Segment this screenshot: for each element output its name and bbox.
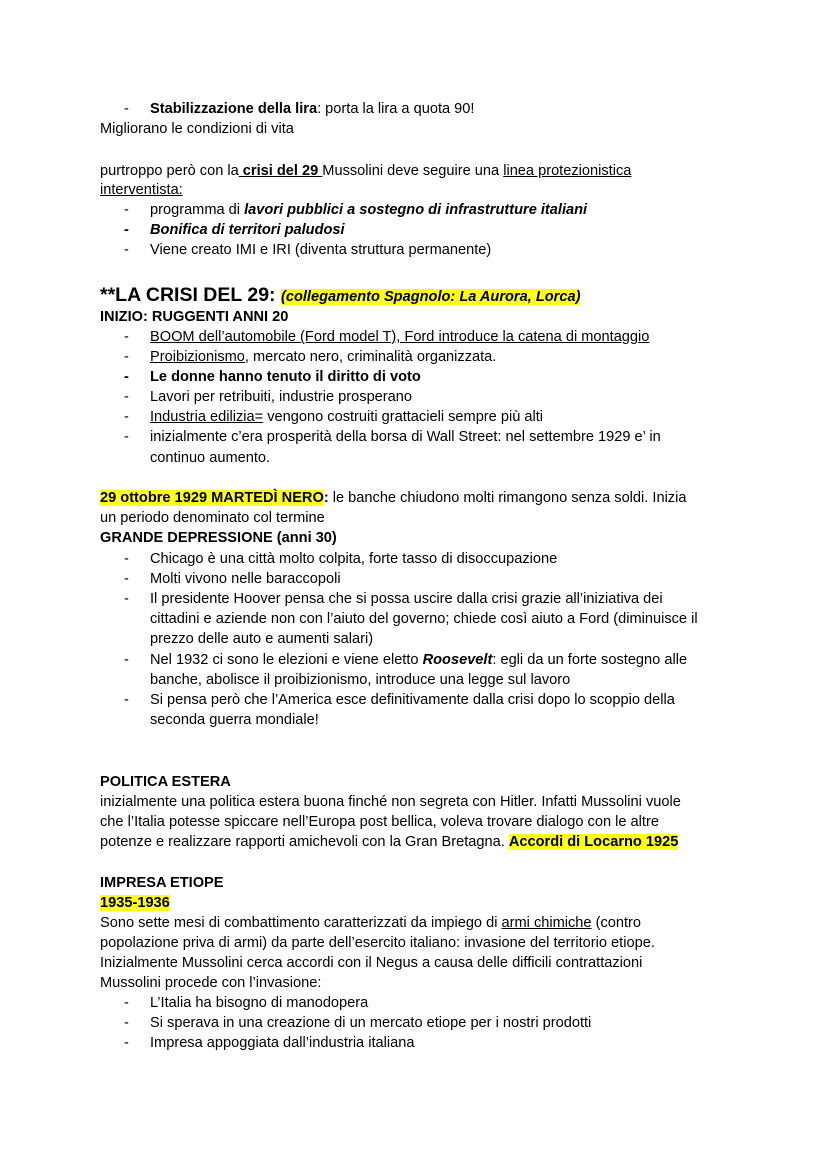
list-item-continuation: prezzo delle auto e aumenti salari) [150,631,374,647]
lira-label: Stabilizzazione della lira [150,101,318,117]
paragraph-line: purtroppo però con la crisi del 29 Mussolini deve seguire una linea protezionistica [100,163,632,179]
section-heading: IMPRESA ETIOPE [100,875,224,891]
list-item: - Il presidente Hoover pensa che si possa uscire dalla crisi grazie all’iniziativa dei [124,591,663,607]
list-item: - Si sperava in una creazione di un mercato etiope per i nostri prodotti [124,1015,592,1031]
spanish-link-note: (collegamento Spagnolo: La Aurora, Lorca) [280,289,581,305]
subheading: INIZIO: RUGGENTI ANNI 20 [100,309,289,325]
list-item: - Le donne hanno tenuto il diritto di voto [124,369,421,385]
list-item: - L’Italia ha bisogno di manodopera [124,995,369,1011]
paragraph-line: Migliorano le condizioni di vita [100,121,294,137]
list-item: - Molti vivono nelle baraccopoli [124,571,341,587]
list-item-continuation: banche, abolisce il proibizionismo, introduce una legge sul lavoro [150,672,571,688]
black-tuesday-date: 29 ottobre 1929 MARTEDÌ NERO [100,490,324,506]
list-item: - Nel 1932 ci sono le elezioni e viene eletto Roosevelt: egli da un forte sostegno alle [124,652,688,668]
list-item: - Bonifica di territori paludosi [124,222,345,238]
paragraph-line: Mussolini procede con l’invasione: [100,975,322,991]
list-item: - Lavori per retribuiti, industrie prosperano [124,389,413,405]
paragraph-line: 29 ottobre 1929 MARTEDÌ NERO: le banche chiudono molti rimangono senza soldi. Inizia [100,490,687,506]
paragraph-line: un periodo denominato col termine [100,510,325,526]
years-line [100,893,170,913]
section-title: **LA CRISI DEL 29: (collegamento Spagnolo: La Aurora, Lorca) [100,284,581,306]
paragraph-line: che l’Italia potesse spiccare nell’Europa post bellica, voleva trovare dialogo con le altre [100,814,659,830]
years-highlight: 1935-1936 [100,895,170,911]
list-item-continuation: seconda guerra mondiale! [150,712,319,728]
paragraph-line: popolazione priva di armi) da parte dell’esercito italiano: invasione del territorio etiope. [100,935,655,951]
roosevelt-name: Roosevelt [422,652,493,668]
list-item: - inizialmente c’era prosperità della borsa di Wall Street: nel settembre 1929 e’ in [124,429,661,445]
list-item: - BOOM dell’automobile (Ford model T), Ford introduce la catena di montaggio [124,329,650,345]
list-item: - Industria edilizia= vengono costruiti grattacieli sempre più alti [124,409,544,425]
list-item: - programma di lavori pubblici a sostegno di infrastrutture italiani [124,202,588,218]
list-item: - Viene creato IMI e IRI (diventa struttura permanente) [124,242,492,258]
list-item: - Proibizionismo, mercato nero, criminalità organizzata. [124,349,497,365]
list-item-continuation: cittadini e aziende non con l’aiuto del governo; chiede così aiuto a Ford (diminuisce il [150,611,698,627]
paragraph-line: Sono sette mesi di combattimento caratterizzati da impiego di armi chimiche (contro [100,915,642,931]
locarno-highlight: Accordi di Locarno 1925 [508,834,679,850]
list-item: - Chicago è una città molto colpita, forte tasso di disoccupazione [124,551,558,567]
subheading: GRANDE DEPRESSIONE (anni 30) [100,530,337,546]
paragraph-line: Inizialmente Mussolini cerca accordi con il Negus a causa delle difficili contrattazioni [100,955,643,971]
paragraph-line: potenze e realizzare rapporti amichevoli con la Gran Bretagna. Accordi di Locarno 1925 [100,834,679,850]
list-item: - Si pensa però che l’America esce definitivamente dalla crisi dopo lo scoppio della [124,692,675,708]
list-item: - Impresa appoggiata dall’industria italiana [124,1035,415,1051]
paragraph-line: inizialmente una politica estera buona finché non segreta con Hitler. Infatti Mussolini vuole [100,794,681,810]
crisi-29-reference: crisi del 29 [238,163,323,179]
list-item-continuation: continuo aumento. [150,450,271,466]
section-heading: POLITICA ESTERA [100,774,231,790]
bullet: - [124,101,129,117]
list-item: - Stabilizzazione della lira: porta la lira a quota 90! [124,101,475,117]
paragraph-line: interventista: [100,182,183,198]
